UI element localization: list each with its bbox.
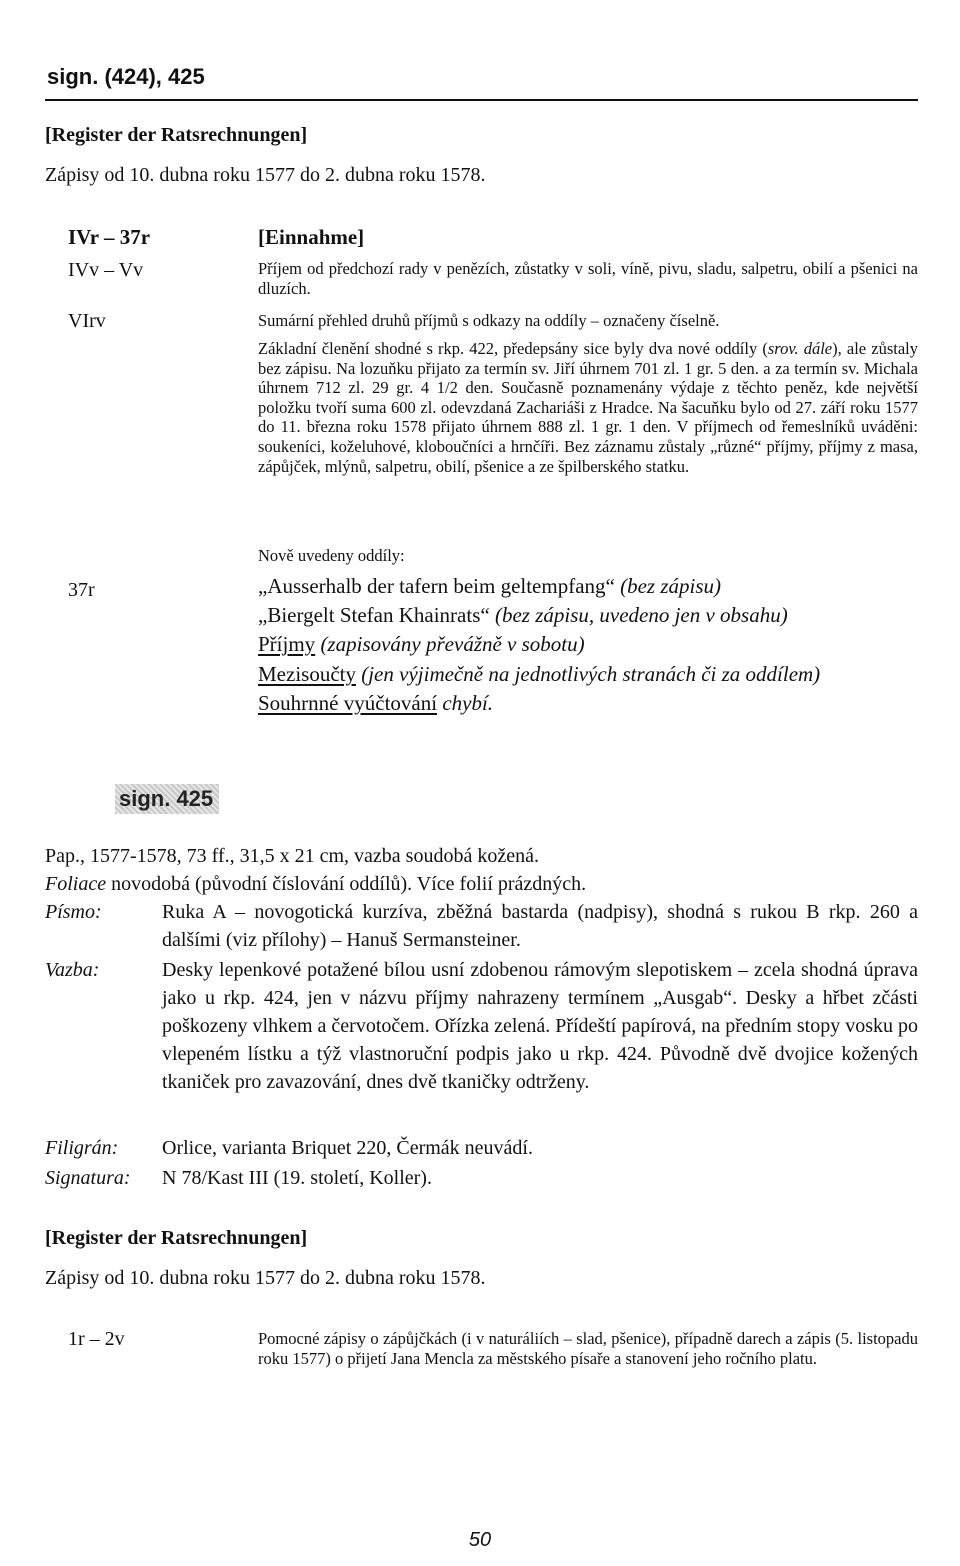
sign-label-box: sign. 425 <box>115 784 219 814</box>
pismo-label: Písmo: <box>45 901 102 923</box>
filigran-row <box>0 1134 918 1162</box>
entry-text: Pomocné zápisy o zápůjčkách (i v naturáliích – slad, pšenice), případně darech a zápis (5. listopadu roku 1577) o přijetí Jana Mencla za městského písaře a stanovení jeho ročního platu. <box>258 1329 918 1368</box>
einnahme-heading: [Einnahme] <box>258 225 365 249</box>
pismo-row <box>0 898 918 956</box>
page-number: 50 <box>468 1529 492 1551</box>
folio-1: IVr – 37r <box>68 225 151 249</box>
para-3-start: Základní členění shodné s rkp. 422, předepsány sice byly dva nové oddíly ( <box>258 339 768 358</box>
folio-2: IVv – Vv <box>68 259 144 281</box>
filigran-text: Orlice, varianta Briquet 220, Čermák neuvádí. <box>162 1137 533 1159</box>
new-sections-label: Nově uvedeny oddíly: <box>258 546 405 565</box>
section-note: (zapisovány převážně v sobotu) <box>320 632 585 656</box>
register-dates-2: Zápisy od 10. dubna roku 1577 do 2. dubna roku 1578. <box>45 1267 486 1289</box>
folio-5: 1r – 2v <box>68 1328 125 1350</box>
register-dates-1: Zápisy od 10. dubna roku 1577 do 2. dubna roku 1578. <box>45 164 486 186</box>
filigran-label: Filigrán: <box>45 1137 119 1159</box>
header-rule <box>45 99 918 101</box>
section-note: (bez zápisu) <box>620 574 722 598</box>
signatura-label: Signatura: <box>45 1167 131 1189</box>
vazba-row <box>0 956 918 1130</box>
section-text: „Biergelt Stefan Khainrats“ <box>258 603 490 627</box>
folio-4: 37r <box>68 579 95 601</box>
folio-3: VIrv <box>68 310 106 332</box>
section-text: „Ausserhalb der tafern beim geltempfang“ <box>258 574 615 598</box>
section-text: Příjmy <box>258 632 316 656</box>
vazba-label: Vazba: <box>45 959 100 981</box>
section-note: (bez zápisu, uvedeno jen v obsahu) <box>494 603 788 627</box>
section-note: (jen výjimečně na jednotlivých stranách či za oddílem) <box>361 662 821 686</box>
para-3 <box>258 339 918 476</box>
section-item <box>258 632 585 657</box>
pap-line: Pap., 1577-1578, 73 ff., 31,5 x 21 cm, vazba soudobá kožená. <box>45 845 539 867</box>
section-item <box>258 603 788 628</box>
register-title-2: [Register der Ratsrechnungen] <box>45 1227 308 1249</box>
pismo-text: Ruka A – novogotická kurzíva, zběžná bastarda (nadpisy), shodná s rukou B rkp. 260 a dalšími (viz přílohy) – Hanuš Sermansteiner. <box>162 901 918 951</box>
foliace-label: Foliace <box>45 873 107 895</box>
section-item <box>258 662 820 687</box>
section-item <box>258 574 721 599</box>
section-text: Mezisoučty <box>258 662 356 686</box>
foliace-text: novodobá (původní číslování oddílů). Více folií prázdných. <box>111 873 587 895</box>
page-header-title: sign. (424), 425 <box>47 64 205 89</box>
vazba-text: Desky lepenkové potažené bílou usní zdobenou rámovým slepotiskem – zcela shodná úprava jako u rkp. 424, jen v názvu příjmy nahrazeny termínem „Ausgab“. Desky a hřbet zčásti poškozeny vlhkem a červotočem. Ořízka zelená. Přídeští papírová, na předním stopy vosku po vlepeném lístku a týž vlastnoruční podpis jako u rkp. 424. Původně dvě dvojice kožených tkaniček pro zavazování, dnes dvě tkaničky odtrženy. <box>162 959 918 1093</box>
section-item <box>258 691 493 716</box>
section-note: chybí. <box>442 691 494 715</box>
foliace-line <box>45 870 918 898</box>
register-title-1: [Register der Ratsrechnungen] <box>45 124 308 146</box>
section-text: Souhrnné vyúčtování <box>258 691 438 715</box>
para-2: Sumární přehled druhů příjmů s odkazy na oddíly – označeny číselně. <box>258 311 720 330</box>
signatura-row <box>0 1164 918 1192</box>
para-3-italic: srov. dále <box>767 339 833 358</box>
signatura-text: N 78/Kast III (19. století, Koller). <box>162 1167 432 1189</box>
para-1: Příjem od předchozí rady v penězích, zůstatky v soli, víně, pivu, sladu, salpetru, obilí a pšenici na dluzích. <box>258 259 918 298</box>
para-3-rest: ), ale zůstaly bez zápisu. Na lozuňku přijato za termín sv. Jiří úhrnem 701 zl. 1 gr. 5 den. a za termín sv. Michala úhrnem 712 zl. 29 gr. 4 1/2 den. Současně poznamenány výdaje z těchto peněz, kde největší položku tvoří suma 600 zl. odevzdaná Zachariáši z Hradce. Na šacuňku bylo od 27. září roku 1577 do 11. března roku 1578 přijato úhrnem 888 zl. 1 gr. 1 den. V příjmech od řemeslníků uváděni: soukeníci, koželuhové, kloboučníci a hrnčíři. Bez záznamu zůstaly „různé“ příjmy, příjmy z masa, zápůjček, mlýnů, salpetru, obilí, pšenice a ze špilberského statku. <box>258 339 918 476</box>
